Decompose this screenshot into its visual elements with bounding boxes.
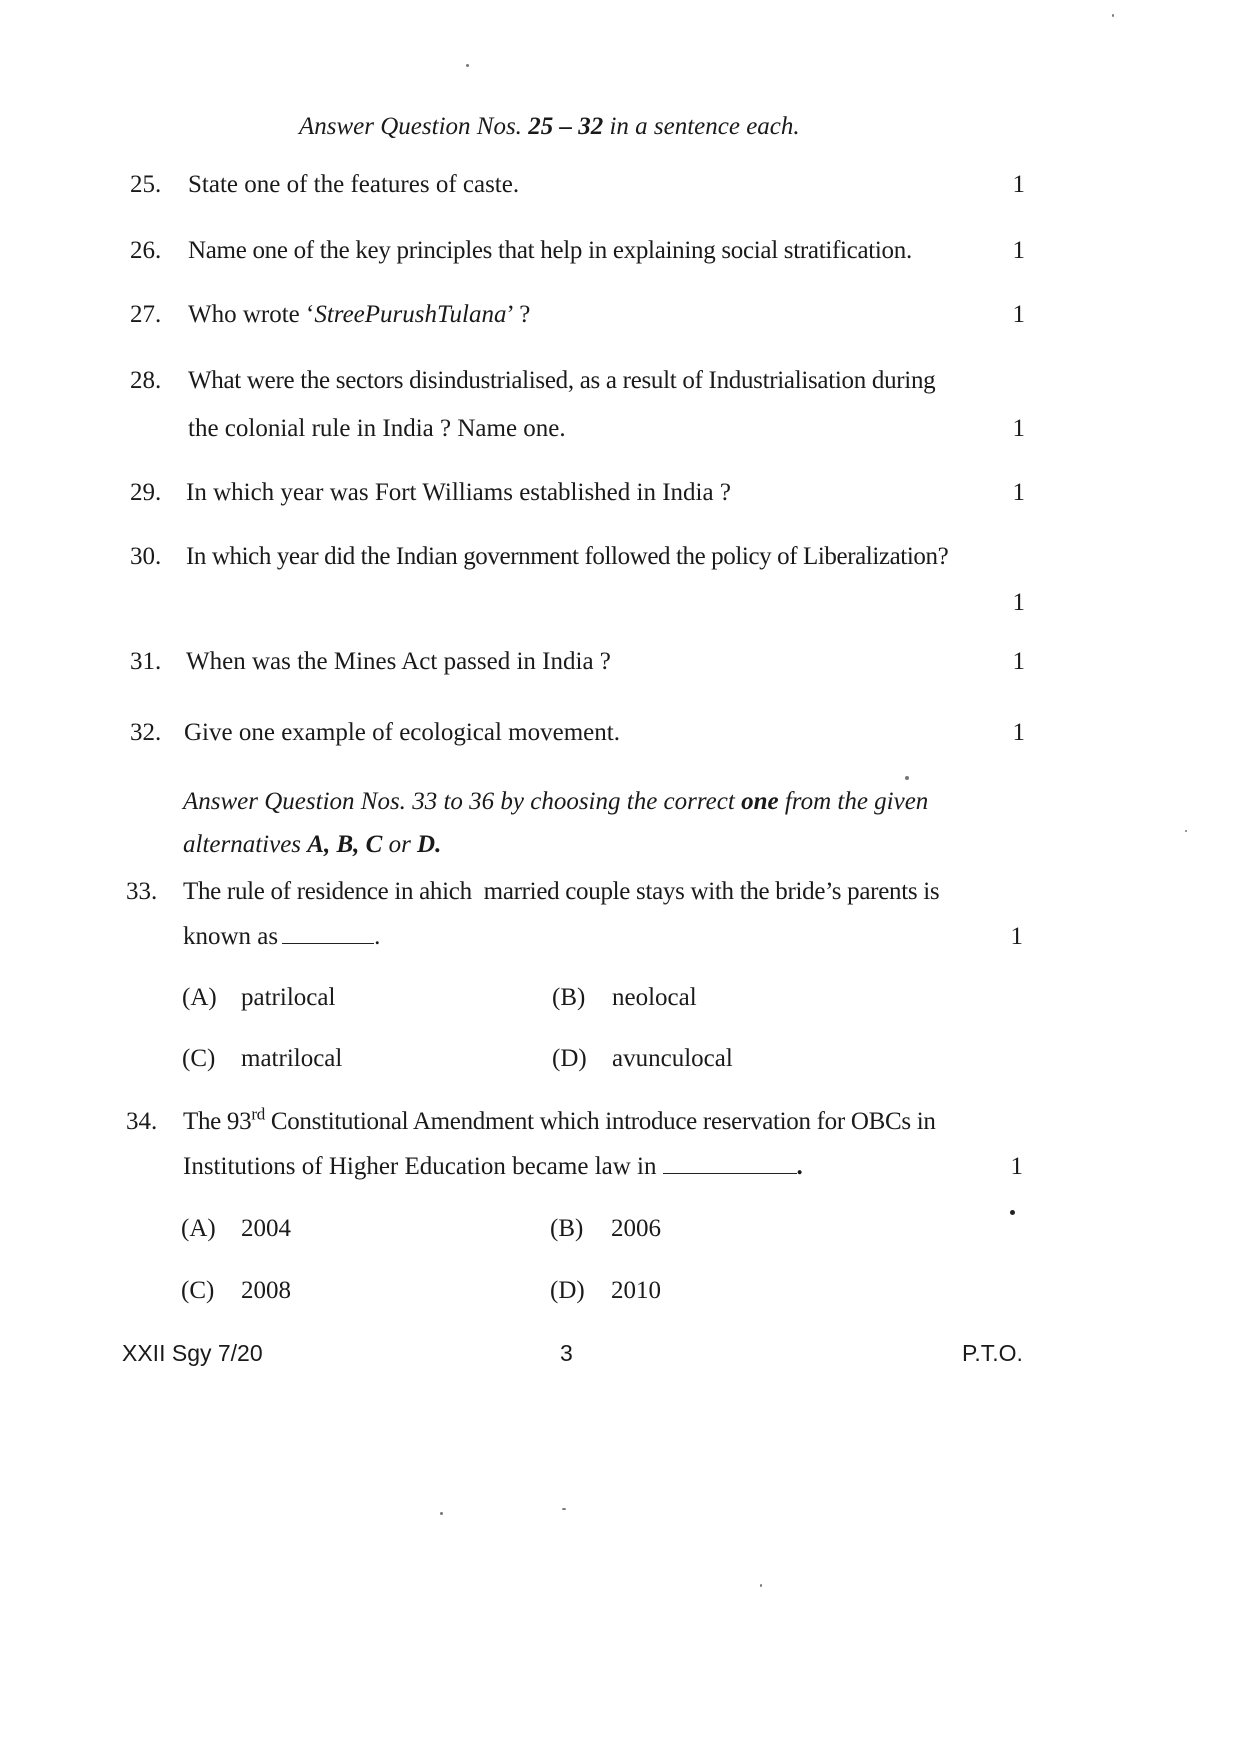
scan-speck bbox=[562, 1508, 566, 1510]
question-text-pre: Who wrote ‘ bbox=[188, 301, 315, 328]
scan-speck bbox=[1185, 830, 1187, 832]
instruction-letters: A, B, C bbox=[307, 831, 383, 858]
scan-speck bbox=[466, 64, 469, 67]
question-marks: 1 bbox=[1012, 648, 1025, 675]
option-letter: (B) bbox=[550, 1215, 584, 1242]
option-letter: (A) bbox=[181, 1215, 216, 1242]
question-text-line-1: The rule of residence in ahich married couple stays with the bride’s parents is bbox=[183, 878, 940, 905]
instruction-range: 25 – 32 bbox=[528, 113, 604, 140]
question-text-line-2 bbox=[183, 1152, 803, 1182]
option-text: 2010 bbox=[611, 1277, 661, 1304]
question-text-end: . bbox=[374, 923, 381, 950]
question-text-line-1: What were the sectors disindustrialised, as a result of Industrialisation during bbox=[188, 367, 936, 394]
question-text-line-1 bbox=[183, 1104, 936, 1137]
question-text: In which year did the Indian government followed the policy of Liberalization? bbox=[186, 543, 949, 570]
option-text: neolocal bbox=[612, 984, 697, 1011]
question-text: Give one example of ecological movement. bbox=[184, 719, 620, 746]
question-marks: 1 bbox=[1012, 479, 1025, 506]
question-text: When was the Mines Act passed in India ? bbox=[186, 648, 611, 675]
option-letter: (C) bbox=[181, 1277, 215, 1304]
question-number: 31. bbox=[130, 648, 162, 675]
question-number: 28. bbox=[130, 367, 162, 394]
question-marks: 1 bbox=[1012, 719, 1025, 746]
option-letter: (B) bbox=[552, 984, 586, 1011]
question-number: 29. bbox=[130, 479, 162, 506]
question-text-post: ’ ? bbox=[506, 301, 531, 328]
instruction-letters: D. bbox=[417, 831, 442, 858]
instruction-range: 33 to 36 bbox=[412, 788, 495, 815]
question-text-line-2: the colonial rule in India ? Name one. bbox=[188, 415, 566, 442]
option-text: 2004 bbox=[241, 1215, 291, 1242]
instruction-text: alternatives bbox=[183, 831, 302, 858]
question-number: 30. bbox=[130, 543, 162, 570]
question-marks: 1 bbox=[1012, 415, 1025, 442]
option-text: matrilocal bbox=[241, 1045, 343, 1072]
question-marks: 1 bbox=[1010, 923, 1023, 950]
question-number: 25. bbox=[130, 171, 162, 198]
question-text-line-2 bbox=[183, 922, 380, 952]
question-text: Name one of the key principles that help in explaining social stratification. bbox=[188, 237, 912, 264]
question-text: Constitutional Amendment which introduce reservation for OBCs in bbox=[264, 1108, 936, 1135]
question-number: 26. bbox=[130, 237, 162, 264]
option-text: 2008 bbox=[241, 1277, 291, 1304]
question-marks: 1 bbox=[1012, 589, 1025, 616]
scan-speck bbox=[1010, 1210, 1015, 1215]
instruction-25-32 bbox=[299, 112, 800, 142]
question-number: 27. bbox=[130, 301, 162, 328]
instruction-text: by choosing the correct bbox=[500, 788, 735, 815]
instruction-text: or bbox=[388, 831, 411, 858]
question-text-end: . bbox=[796, 1153, 803, 1180]
paper-code: XXII Sgy 7/20 bbox=[122, 1340, 263, 1366]
question-text: The 93 bbox=[183, 1108, 252, 1135]
instruction-33-36 bbox=[183, 787, 928, 817]
scan-speck bbox=[1112, 14, 1114, 17]
answer-blank bbox=[282, 943, 374, 944]
question-number: 33. bbox=[126, 878, 158, 905]
instruction-text: from the given bbox=[784, 788, 929, 815]
question-text: State one of the features of caste. bbox=[188, 171, 520, 198]
instruction-33-36-line-2 bbox=[183, 830, 441, 860]
question-marks: 1 bbox=[1012, 301, 1025, 328]
question-marks: 1 bbox=[1012, 237, 1025, 264]
option-letter: (D) bbox=[550, 1277, 585, 1304]
question-text: known as bbox=[183, 923, 279, 950]
option-letter: (A) bbox=[182, 984, 217, 1011]
question-text: In which year was Fort Williams established in India ? bbox=[186, 479, 731, 506]
scan-speck bbox=[760, 1584, 762, 1587]
instruction-emphasis: one bbox=[741, 788, 779, 815]
instruction-prefix: Answer Question Nos. bbox=[299, 113, 522, 140]
scan-speck bbox=[440, 1512, 443, 1515]
question-text bbox=[188, 300, 530, 330]
book-title: StreePurushTulana bbox=[314, 301, 507, 328]
answer-blank bbox=[663, 1173, 797, 1174]
question-marks: 1 bbox=[1012, 171, 1025, 198]
ordinal-suffix: rd bbox=[251, 1104, 265, 1124]
please-turn-over: P.T.O. bbox=[962, 1340, 1023, 1366]
option-letter: (D) bbox=[552, 1045, 587, 1072]
option-text: patrilocal bbox=[241, 984, 336, 1011]
instruction-text: Answer Question Nos. bbox=[183, 788, 406, 815]
option-text: 2006 bbox=[611, 1215, 661, 1242]
scan-speck bbox=[905, 776, 909, 780]
question-number: 32. bbox=[130, 719, 162, 746]
option-text: avunculocal bbox=[612, 1045, 733, 1072]
question-text: Institutions of Higher Education became law in bbox=[183, 1153, 657, 1180]
question-marks: 1 bbox=[1010, 1153, 1023, 1180]
question-number: 34. bbox=[126, 1108, 158, 1135]
page-number: 3 bbox=[560, 1340, 573, 1366]
instruction-suffix: in a sentence each. bbox=[609, 113, 800, 140]
option-letter: (C) bbox=[182, 1045, 216, 1072]
